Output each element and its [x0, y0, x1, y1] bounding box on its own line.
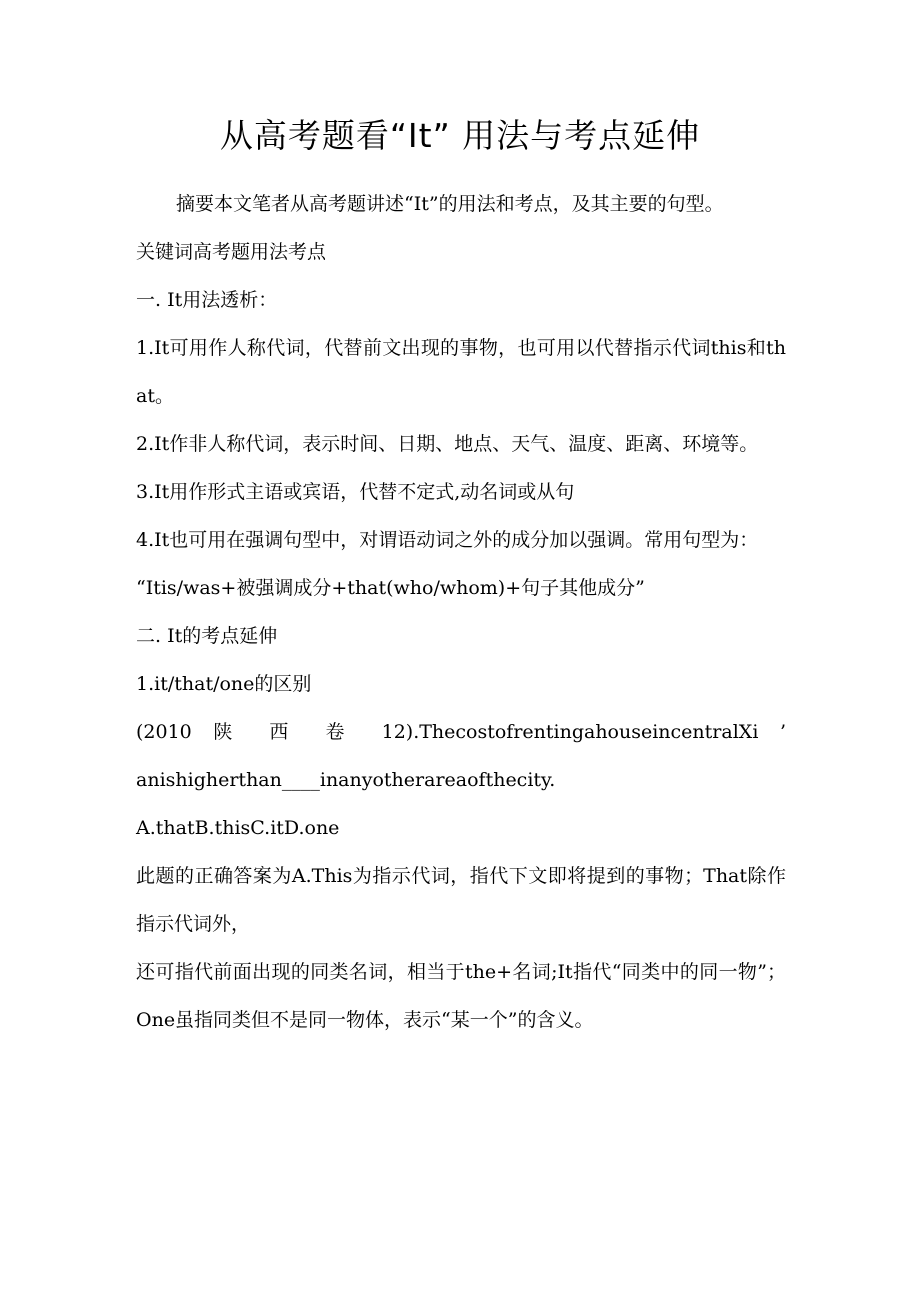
- section-1-item: 2.It作非人称代词，表示时间、日期、地点、天气、温度、距离、环境等。: [136, 433, 759, 455]
- section-1-item: 4.It也可用在强调句型中，对谓语动词之外的成分加以强调。常用句型为：: [136, 529, 759, 551]
- explanation-paragraph: 此题的正确答案为A.This为指示代词，指代下文即将提到的事物；That除作指示代词外，: [136, 865, 786, 935]
- answer-options: A.thatB.thisC.itD.one: [136, 817, 340, 839]
- abstract-paragraph: 摘要本文笔者从高考题讲述“It”的用法和考点，及其主要的句型。: [176, 193, 724, 215]
- document-body: [136, 180, 786, 1044]
- section-1-item: 3.It用作形式主语或宾语，代替不定式,动名词或从句: [136, 481, 575, 503]
- exam-question-line-1: (2010 陕 西 卷 12).ThecostofrentingahouseincentralXi ’: [136, 721, 786, 743]
- section-1-heading: 一. It用法透析：: [136, 289, 278, 311]
- section-2-subheading: 1.it/that/one的区别: [136, 673, 312, 695]
- keywords-line: 关键词高考题用法考点: [136, 241, 327, 263]
- section-1-item: 1.It可用作人称代词，代替前文出现的事物，也可用以代替指示代词this和that。: [136, 337, 786, 407]
- document-title: 从高考题看“It” 用法与考点延伸: [219, 116, 701, 155]
- emphasis-pattern: “Itis/was+被强调成分+that(who/whom)+句子其他成分”: [136, 577, 645, 599]
- explanation-paragraph: 还可指代前面出现的同类名词，相当于the+名词;It指代“同类中的同一物”；One虽指同类但不是同一物体，表示“某一个”的含义。: [136, 961, 786, 1031]
- exam-question-line-2: anishigherthan____inanyotherareaofthecity.: [136, 769, 556, 791]
- section-2-heading: 二. It的考点延伸: [136, 625, 278, 647]
